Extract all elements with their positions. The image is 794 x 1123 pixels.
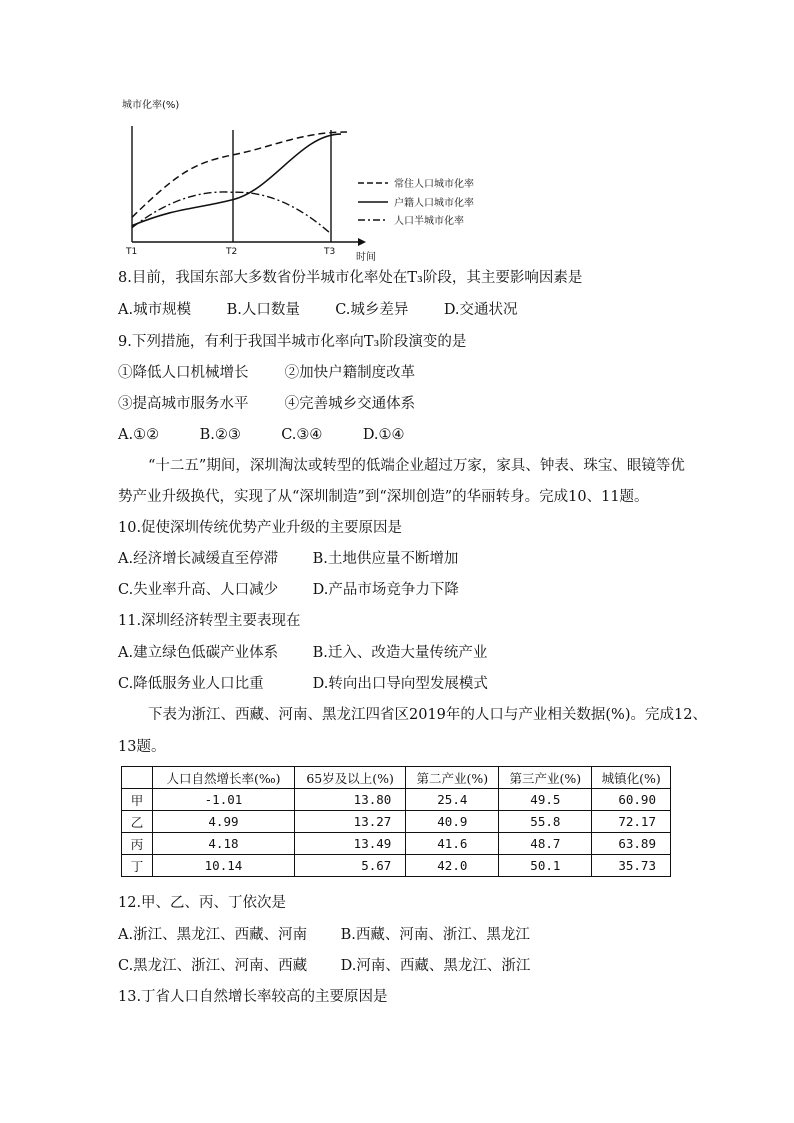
q10-option-d[interactable]: D.产品市场竞争力下降 <box>312 582 459 598</box>
table-header-cell: 人口自然增长率(‰) <box>153 767 295 789</box>
x-tick-t2: T2 <box>226 247 238 257</box>
table-cell: 5.67 <box>294 855 405 877</box>
table-header-row <box>122 767 671 789</box>
q10-options-row2 <box>118 580 459 600</box>
q11-option-d[interactable]: D.转向出口导向型发展模式 <box>312 676 488 692</box>
q12-options-row2 <box>118 956 530 976</box>
legend-label-resident: 常住人口城市化率 <box>394 179 474 190</box>
table-cell: 72.17 <box>592 811 671 833</box>
q12-option-a[interactable]: A.浙江、黑龙江、西藏、河南 <box>118 927 308 943</box>
table-header-cell: 65岁及以上(%) <box>294 767 405 789</box>
q8-options <box>118 300 518 320</box>
q9-option-a[interactable]: A.①② <box>118 427 160 443</box>
series-resident-urbanization-line <box>132 132 347 217</box>
table-row <box>122 833 671 855</box>
q12-options-row1 <box>118 925 530 945</box>
q8-option-b[interactable]: B.人口数量 <box>226 302 300 318</box>
series-semi-urbanization-line <box>132 192 331 234</box>
q12-stem: 12.甲、乙、丙、丁依次是 <box>118 895 287 911</box>
urbanization-chart <box>112 96 512 264</box>
table-row <box>122 855 671 877</box>
x-tick-t3: T3 <box>324 247 336 257</box>
passage2-line2: 13题。 <box>118 739 166 755</box>
passage1-line2: 势产业升级换代，实现了从“深圳制造”到“深圳创造”的华丽转身。完成10、11题。 <box>118 489 649 505</box>
q9-option-c[interactable]: C.③④ <box>281 427 323 443</box>
table-cell: 41.6 <box>406 833 499 855</box>
table-cell: 4.18 <box>153 833 295 855</box>
table-cell: 乙 <box>122 811 153 833</box>
table-cell: 55.8 <box>499 811 592 833</box>
table-header-cell <box>122 767 153 789</box>
q9-item-1: ①降低人口机械增长 <box>118 365 249 381</box>
q9-option-b[interactable]: B.②③ <box>199 427 241 443</box>
q9-stem: 9.下列措施，有利于我国半城市化率向T₃阶段演变的是 <box>118 334 467 350</box>
chart-xlabel: 时间 <box>356 252 376 263</box>
table-cell: 25.4 <box>406 789 499 811</box>
passage1-line1: “十二五”期间，深圳淘汰或转型的低端企业超过万家，家具、钟表、珠宝、眼镜等优 <box>148 458 685 474</box>
q8-option-c[interactable]: C.城乡差异 <box>335 302 409 318</box>
q9-item-4: ④完善城乡交通体系 <box>284 396 416 412</box>
q11-stem: 11.深圳经济转型主要表现在 <box>118 613 301 629</box>
q13-stem: 13.丁省人口自然增长率较高的主要原因是 <box>118 989 388 1005</box>
q9-item-3: ③提高城市服务水平 <box>118 396 249 412</box>
table-header-cell: 城镇化(%) <box>592 767 671 789</box>
passage2-line1: 下表为浙江、西藏、河南、黑龙江四省区2019年的人口与产业相关数据(%)。完成12、 <box>148 707 707 723</box>
x-tick-t1: T1 <box>126 247 138 257</box>
table-cell: 13.80 <box>294 789 405 811</box>
q11-options-row2 <box>118 674 488 694</box>
q9-item-2: ②加快户籍制度改革 <box>284 365 416 381</box>
table-row <box>122 789 671 811</box>
q8-stem: 8.目前，我国东部大多数省份半城市化率处在T₃阶段，其主要影响因素是 <box>118 270 583 286</box>
q8-option-a[interactable]: A.城市规模 <box>118 302 192 318</box>
table-cell: 13.27 <box>294 811 405 833</box>
legend-label-registered: 户籍人口城市化率 <box>394 198 474 209</box>
q11-option-a[interactable]: A.建立绿色低碳产业体系 <box>118 645 279 661</box>
population-industry-table <box>121 766 671 877</box>
table-header-cell: 第二产业(%) <box>406 767 499 789</box>
x-axis-arrow <box>358 238 366 246</box>
table-cell: 丁 <box>122 855 153 877</box>
table-cell: 10.14 <box>153 855 295 877</box>
q8-option-d[interactable]: D.交通状况 <box>443 302 518 318</box>
table-row <box>122 811 671 833</box>
table-cell: 60.90 <box>592 789 671 811</box>
q10-options-row1 <box>118 549 458 569</box>
q9-option-d[interactable]: D.①④ <box>362 427 405 443</box>
q11-option-b[interactable]: B.迁入、改造大量传统产业 <box>312 645 488 661</box>
table-cell: 40.9 <box>406 811 499 833</box>
table-cell: 甲 <box>122 789 153 811</box>
table-cell: 丙 <box>122 833 153 855</box>
table-cell: 50.1 <box>499 855 592 877</box>
chart-ylabel: 城市化率(%) <box>122 100 180 111</box>
series-registered-urbanization-line <box>132 134 341 226</box>
q12-option-b[interactable]: B.西藏、河南、浙江、黑龙江 <box>340 927 530 943</box>
q9-items-row1 <box>118 363 415 383</box>
q10-option-c[interactable]: C.失业率升高、人口减少 <box>118 582 279 598</box>
table-cell: 49.5 <box>499 789 592 811</box>
table-cell: -1.01 <box>153 789 295 811</box>
q10-option-a[interactable]: A.经济增长减缓直至停滞 <box>118 551 279 567</box>
table-cell: 63.89 <box>592 833 671 855</box>
table-cell: 4.99 <box>153 811 295 833</box>
q11-options-row1 <box>118 643 487 663</box>
legend-label-semi: 人口半城市化率 <box>394 216 464 227</box>
q10-option-b[interactable]: B.土地供应量不断增加 <box>312 551 459 567</box>
table-header-cell: 第三产业(%) <box>499 767 592 789</box>
q12-option-c[interactable]: C.黑龙江、浙江、河南、西藏 <box>118 958 308 974</box>
q9-options <box>118 425 405 445</box>
q11-option-c[interactable]: C.降低服务业人口比重 <box>118 676 264 692</box>
q9-items-row2 <box>118 394 415 414</box>
table-cell: 35.73 <box>592 855 671 877</box>
table-cell: 48.7 <box>499 833 592 855</box>
q12-option-d[interactable]: D.河南、西藏、黑龙江、浙江 <box>340 958 531 974</box>
q10-stem: 10.促使深圳传统优势产业升级的主要原因是 <box>118 520 403 536</box>
table-cell: 13.49 <box>294 833 405 855</box>
table-cell: 42.0 <box>406 855 499 877</box>
